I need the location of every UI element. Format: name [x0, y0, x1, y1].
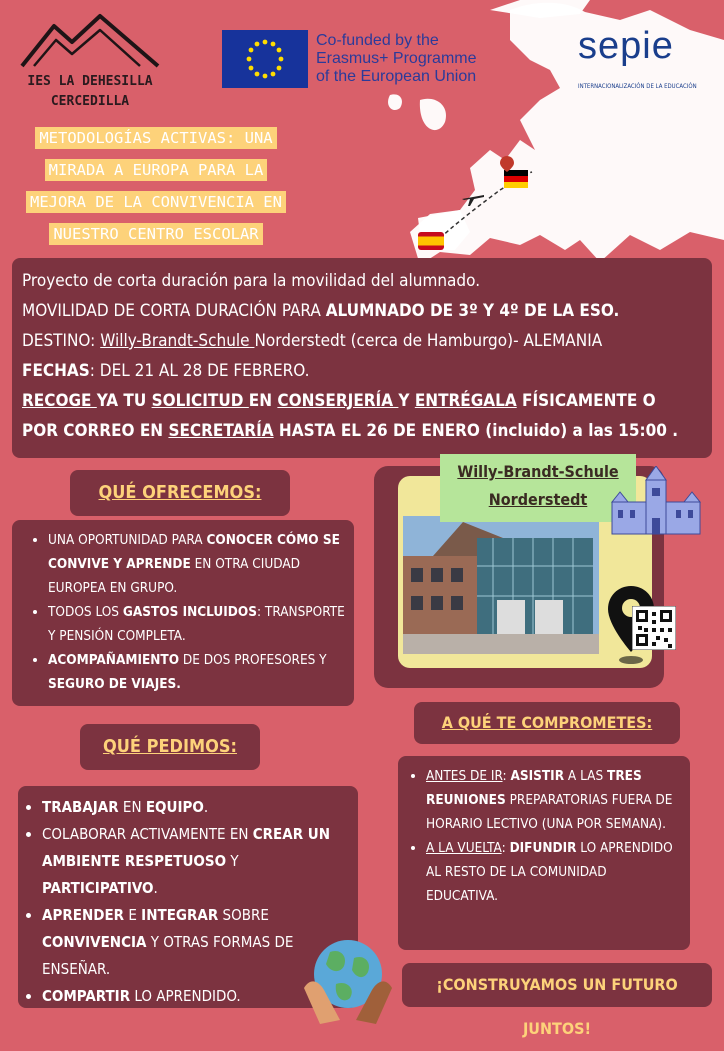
intro-line5: RECOGE YA TU SOLICITUD EN CONSERJERÍA Y ENTRÉGALA FÍSICAMENTE O — [22, 391, 656, 411]
intro-line4: FECHAS: DEL 21 AL 28 DE FEBRERO. — [22, 361, 310, 381]
title-line: NUESTRO CENTRO ESCOLAR — [49, 223, 262, 245]
list-item: • ACOMPAÑAMIENTO DE DOS PROFESORES Y SEGURO DE VIAJES. — [48, 648, 348, 696]
title-line: METODOLOGÍAS ACTIVAS: UNA — [35, 127, 276, 149]
school-photo — [403, 516, 599, 654]
list-item: • A LA VUELTA: DIFUNDIR LO APRENDIDO AL RESTO DE LA COMUNIDAD EDUCATIVA. — [426, 836, 682, 908]
sepie-logo — [578, 26, 718, 92]
eu-line1: Co-funded by the — [316, 32, 439, 49]
qr-code-icon[interactable] — [632, 606, 676, 650]
eu-line3: of the European Union — [316, 68, 477, 85]
school-name-line1: IES LA DEHESILLA — [27, 74, 153, 89]
school-name-line2: CERCEDILLA — [50, 94, 130, 109]
ofrecemos-panel — [12, 520, 354, 706]
location-pin-icon — [500, 156, 514, 172]
spain-flag-icon — [418, 232, 444, 250]
list-item: • APRENDER E INTEGRAR SOBRE CONVIVENCIA Y OTRAS FORMAS DE ENSEÑAR. — [42, 902, 352, 983]
list-item: • ANTES DE IR: ASISTIR A LAS TRES REUNIONES PREPARATORIAS FUERA DE HORARIO LECTIVO (UNA POR SEMANA). — [426, 764, 682, 836]
school-name-line1: Willy-Brandt-Schule — [457, 462, 619, 481]
list-item: • COLABORAR ACTIVAMENTE EN CREAR UN AMBIENTE RESPETUOSO Y PARTICIPATIVO. — [42, 821, 352, 902]
eu-line2: Erasmus+ Programme — [316, 50, 477, 67]
eu-cofunded-text — [316, 32, 506, 86]
pedimos-heading-box — [80, 724, 260, 770]
school-name-line2: Norderstedt — [488, 490, 588, 509]
list-item: • TODOS LOS GASTOS INCLUIDOS: TRANSPORTE Y PENSIÓN COMPLETA. — [48, 600, 348, 648]
intro-line3: DESTINO: Willy-Brandt-Schule Norderstedt (cerca de Hamburgo)- ALEMANIA — [22, 331, 603, 351]
intro-line1: Proyecto de corta duración para la movilidad del alumnado. — [22, 271, 481, 291]
footer-slogan: ¡CONSTRUYAMOS UN FUTURO JUNTOS! — [402, 963, 712, 1007]
list-item: • UNA OPORTUNIDAD PARA CONOCER CÓMO SE CONVIVE Y APRENDE EN OTRA CIUDAD EUROPEA EN GRUPO. — [48, 528, 348, 600]
sepie-logo-name: sepie — [578, 25, 674, 67]
town-hall-illustration — [606, 466, 706, 536]
compromete-heading: A QUÉ TE COMPROMETES: — [441, 713, 653, 732]
compromete-heading-box — [414, 702, 680, 744]
intro-panel — [12, 258, 712, 458]
list-item: • TRABAJAR EN EQUIPO. — [42, 794, 352, 821]
compromete-panel — [398, 756, 690, 950]
intro-line2: MOVILIDAD DE CORTA DURACIÓN PARA ALUMNADO DE 3º Y 4º DE LA ESO. — [22, 301, 620, 321]
project-title — [18, 122, 294, 250]
eu-flag-icon — [222, 30, 308, 88]
school-name-logo — [18, 72, 162, 112]
ofrecemos-heading-box — [70, 470, 290, 516]
pedimos-heading: QUÉ PEDIMOS: — [102, 736, 238, 757]
germany-flag-icon — [504, 170, 528, 188]
ofrecemos-heading: QUÉ OFRECEMOS: — [98, 482, 262, 503]
title-line: MEJORA DE LA CONVIVENCIA EN — [26, 191, 286, 213]
title-line: MIRADA A EUROPA PARA LA — [45, 159, 268, 181]
school-logo-mountains — [20, 12, 160, 70]
list-item: • COMPARTIR LO APRENDIDO. — [42, 983, 352, 1010]
sepie-logo-sub: INTERNACIONALIZACIÓN DE LA EDUCACIÓN — [578, 83, 697, 90]
globe-hands-illustration — [300, 928, 396, 1024]
airplane-icon — [462, 190, 484, 206]
intro-line6: POR CORREO EN SECRETARÍA HASTA EL 26 DE ENERO (incluido) a las 15:00 . — [22, 421, 678, 441]
